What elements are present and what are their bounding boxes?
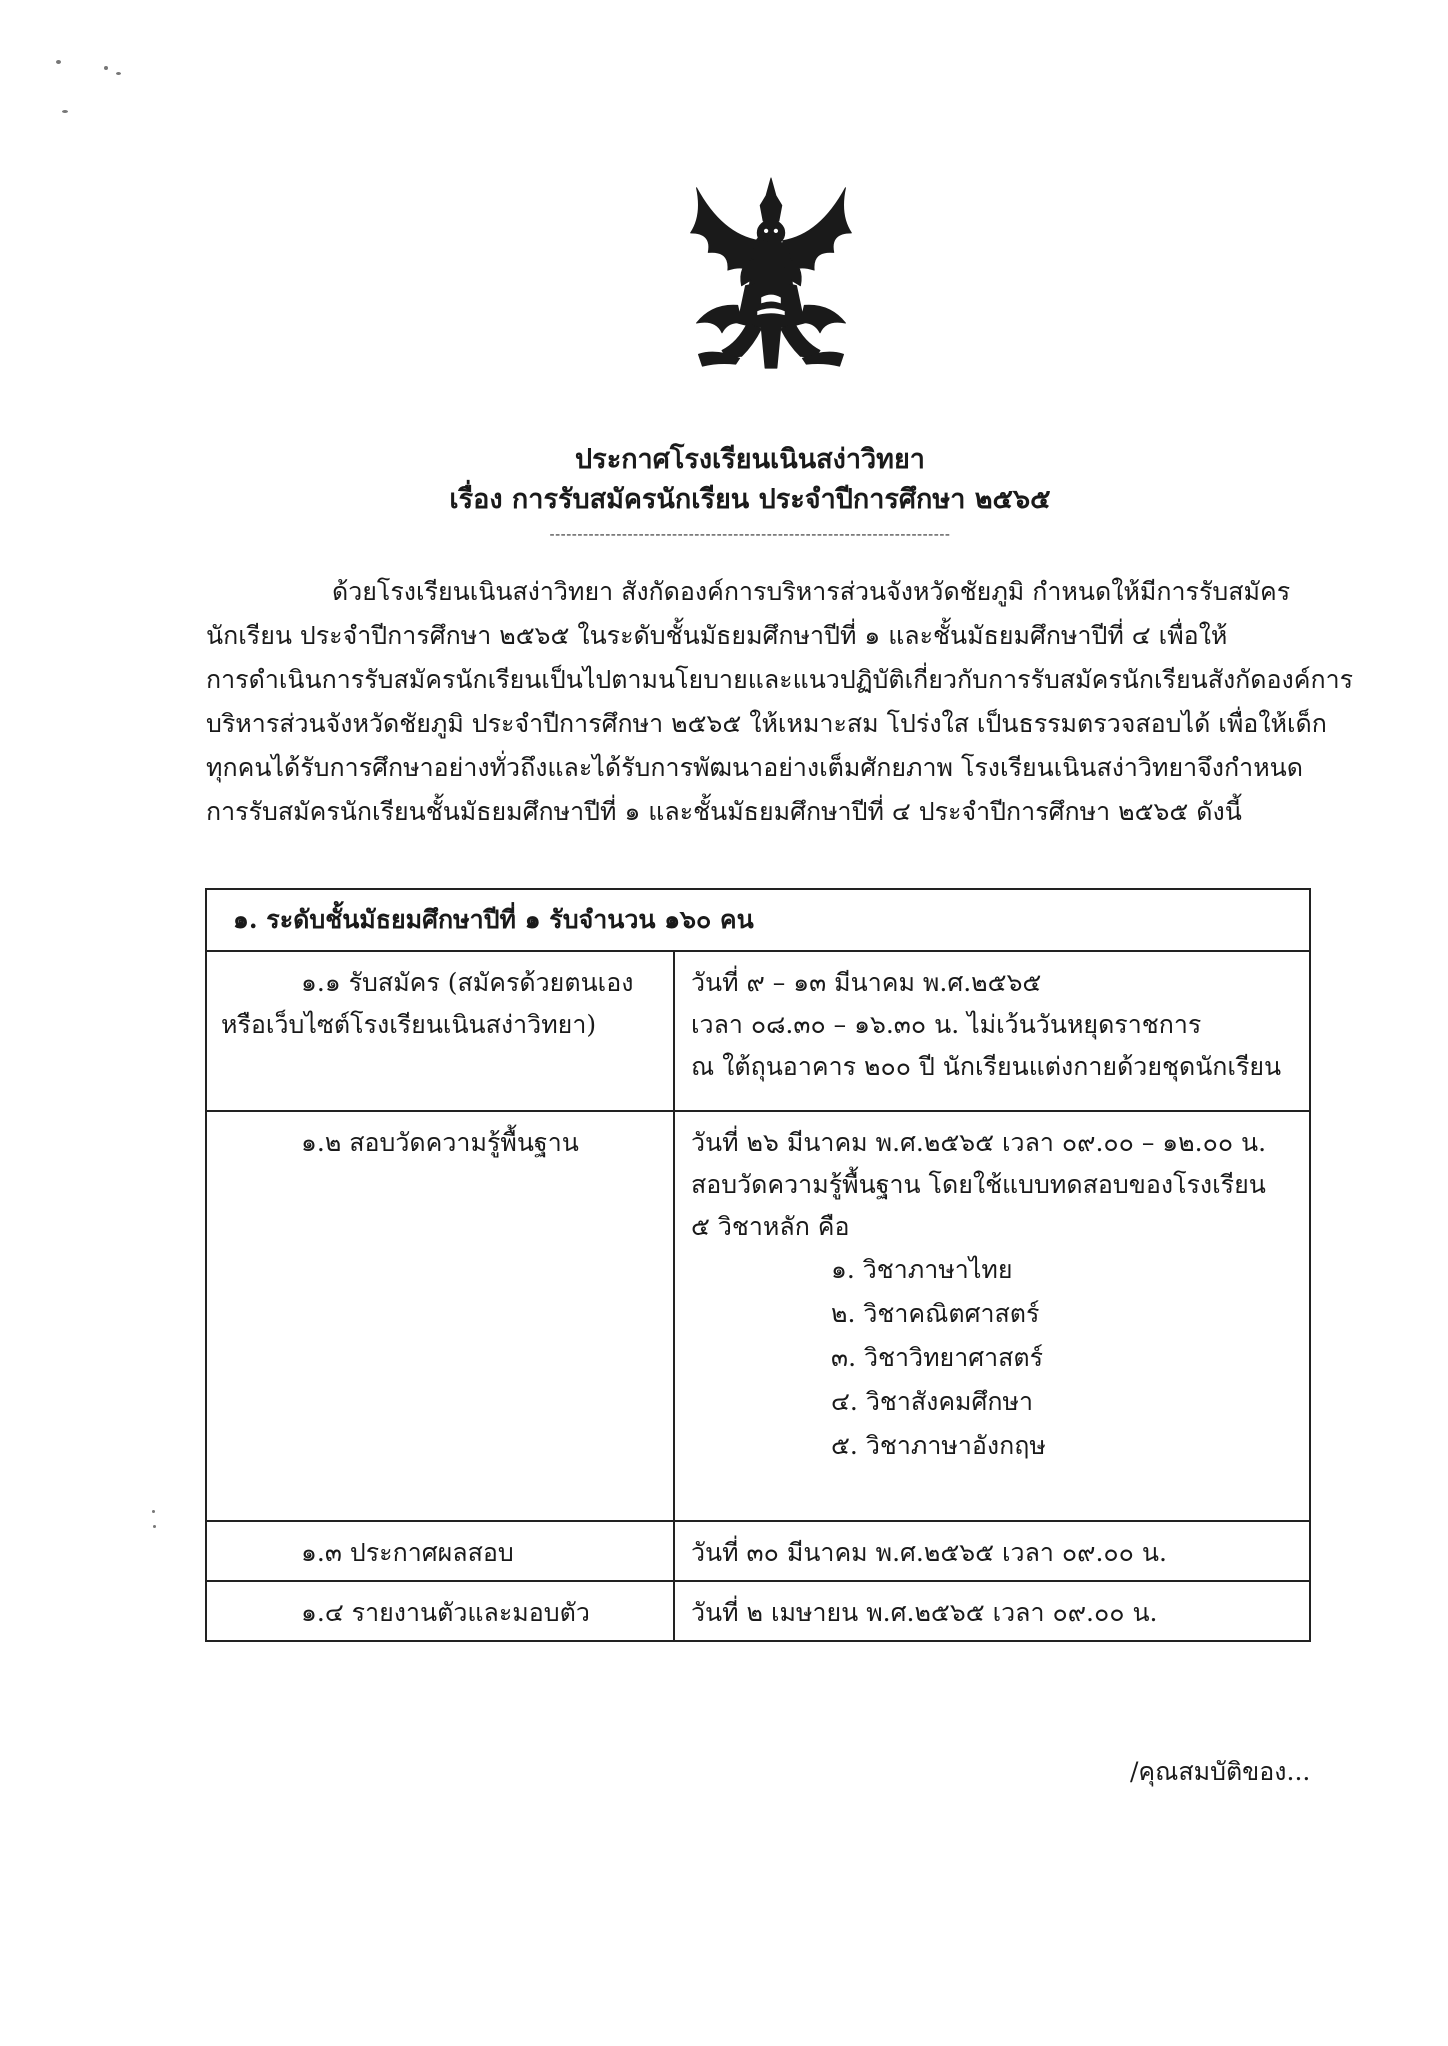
- row-label-cell: [206, 1581, 674, 1641]
- row-detail-cell: [674, 1521, 1310, 1581]
- continuation-note: /คุณสมบัติของ...: [1130, 1757, 1311, 1786]
- row-label: ๑.๒ สอบวัดความรู้พื้นฐาน: [301, 1128, 579, 1157]
- subject-item: ๒. วิชาคณิตศาสตร์: [831, 1299, 1040, 1328]
- table-row: [206, 1581, 1310, 1641]
- row-detail: วันที่ ๒๖ มีนาคม พ.ศ.๒๕๖๕ เวลา ๐๙.๐๐ – ๑๒.๐๐ น.: [691, 1128, 1267, 1157]
- scan-speck: [116, 72, 121, 75]
- row-label-cell: [206, 1521, 674, 1581]
- scan-speck: [62, 110, 68, 113]
- intro-line: นักเรียน ประจำปีการศึกษา ๒๕๖๕ ในระดับชั้นมัธยมศึกษาปีที่ ๑ และชั้นมัธยมศึกษาปีที่ ๔ เพื่อให้: [206, 621, 1228, 650]
- table-row: [206, 1111, 1310, 1521]
- table-header-row: [206, 889, 1310, 951]
- intro-line: ด้วยโรงเรียนเนินสง่าวิทยา สังกัดองค์การบริหารส่วนจังหวัดชัยภูมิ กำหนดให้มีการรับสมัคร: [332, 577, 1291, 606]
- row-label-cell: [206, 1111, 674, 1521]
- table-row: [206, 951, 1310, 1111]
- row-detail-cell: [674, 951, 1310, 1111]
- row-detail: วันที่ ๙ – ๑๓ มีนาคม พ.ศ.๒๕๖๕: [691, 968, 1042, 997]
- row-label: ๑.๑ รับสมัคร (สมัครด้วยตนเอง: [301, 968, 634, 997]
- row-label-cell: [206, 951, 674, 1111]
- row-detail: สอบวัดความรู้พื้นฐาน โดยใช้แบบทดสอบของโรงเรียน: [691, 1170, 1266, 1199]
- row-label: ๑.๔ รายงานตัวและมอบตัว: [301, 1598, 590, 1627]
- intro-line: ทุกคนได้รับการศึกษาอย่างทั่วถึงและได้รับการพัฒนาอย่างเต็มศักยภาพ โรงเรียนเนินสง่าวิทยาจึงกำหนด: [206, 753, 1303, 782]
- announcement-title: ประกาศโรงเรียนเนินสง่าวิทยา: [575, 444, 925, 475]
- scan-speck: [56, 60, 61, 64]
- row-detail: วันที่ ๓๐ มีนาคม พ.ศ.๒๕๖๕ เวลา ๐๙.๐๐ น.: [691, 1538, 1167, 1567]
- header-rule: ------------------------------------------------------------------------: [549, 525, 951, 543]
- subject-item: ๕. วิชาภาษาอังกฤษ: [831, 1431, 1046, 1460]
- row-detail: ณ ใต้ถุนอาคาร ๒๐๐ ปี นักเรียนแต่งกายด้วยชุดนักเรียน: [691, 1052, 1282, 1081]
- row-detail: ๕ วิชาหลัก คือ: [691, 1212, 850, 1241]
- scan-speck: [152, 1510, 155, 1513]
- row-label: ๑.๓ ประกาศผลสอบ: [301, 1538, 514, 1567]
- scan-speck: [104, 66, 108, 70]
- table-header: ๑. ระดับชั้นมัธยมศึกษาปีที่ ๑ รับจำนวน ๑๖๐ คน: [233, 905, 754, 934]
- intro-line: การดำเนินการรับสมัครนักเรียนเป็นไปตามนโยบายและแนวปฏิบัติเกี่ยวกับการรับสมัครนักเรียนสังกัดองค์การ: [206, 665, 1354, 694]
- row-detail-cell: [674, 1581, 1310, 1641]
- row-detail: เวลา ๐๘.๓๐ – ๑๖.๓๐ น. ไม่เว้นวันหยุดราชการ: [691, 1010, 1202, 1039]
- announcement-header: [200, 440, 1300, 544]
- subject-item: ๓. วิชาวิทยาศาสตร์: [831, 1343, 1044, 1372]
- intro-line: บริหารส่วนจังหวัดชัยภูมิ ประจำปีการศึกษา ๒๕๖๕ ให้เหมาะสม โปร่งใส เป็นธรรมตรวจสอบได้ เพื่อให้เด็ก: [206, 709, 1327, 738]
- scan-speck: [153, 1525, 156, 1528]
- announcement-subject: เรื่อง การรับสมัครนักเรียน ประจำปีการศึกษา ๒๕๖๕: [449, 484, 1051, 515]
- table-header-cell: [206, 889, 1310, 951]
- intro-paragraph: [206, 570, 1354, 834]
- table-row: [206, 1521, 1310, 1581]
- subject-item: ๔. วิชาสังคมศึกษา: [831, 1387, 1034, 1416]
- row-detail-cell: [674, 1111, 1310, 1521]
- row-label: หรือเว็บไซต์โรงเรียนเนินสง่าวิทยา): [221, 1010, 597, 1039]
- admission-schedule-table: [205, 888, 1311, 1642]
- intro-line: การรับสมัครนักเรียนชั้นมัธยมศึกษาปีที่ ๑ และชั้นมัธยมศึกษาปีที่ ๔ ประจำปีการศึกษา ๒๕๖๕ ดังนี้: [206, 797, 1242, 826]
- subject-item: ๑. วิชาภาษาไทย: [831, 1255, 1013, 1284]
- garuda-emblem-icon: [682, 176, 860, 372]
- row-detail: วันที่ ๒ เมษายน พ.ศ.๒๕๖๕ เวลา ๐๙.๐๐ น.: [691, 1598, 1158, 1627]
